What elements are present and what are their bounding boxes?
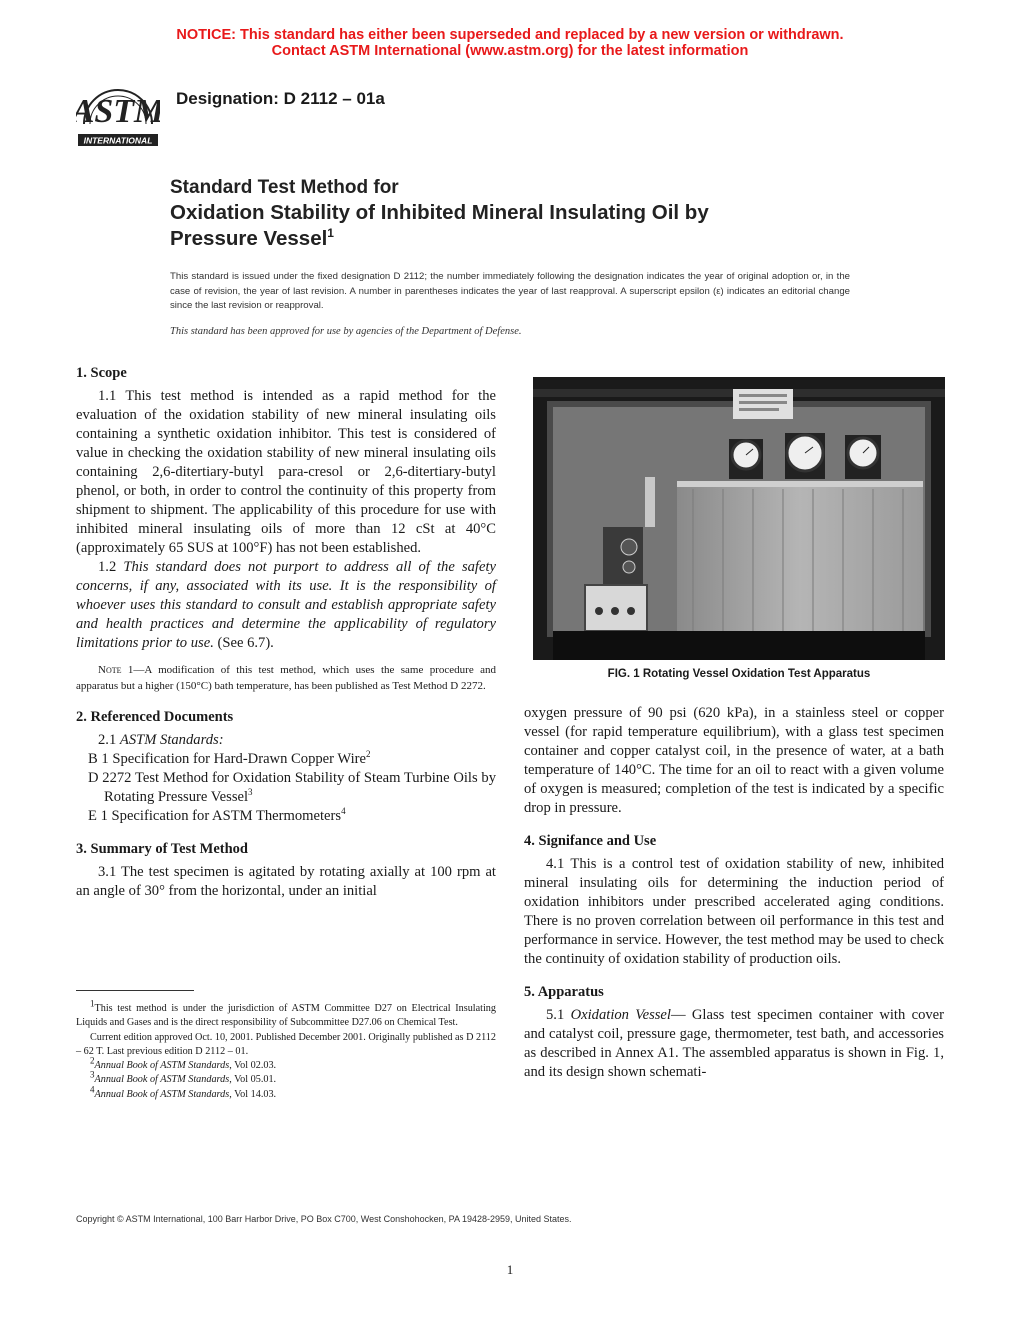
astm-international-logo [76,76,160,148]
title-line-3: Pressure Vessel [170,227,328,250]
intro-text: This standard is issued under the fixed designation D 2112; the number immediately following the designation indicates the year of original adoption or, in the case of revision, the year of last revision. A number in parentheses indicates the year of last reapproval. A superscript epsilon (ε) indicates an editorial change since the last revision or reapproval. [170,271,850,311]
right-column [524,704,944,1082]
svg-text:ASTM: ASTM [76,93,160,130]
footnote-edition: Current edition approved Oct. 10, 2001. Published December 2001. Originally published as D 2112 – 62 T. Last previous edition D 2112 – 01. [76,1031,496,1057]
footnote-rule [76,990,194,991]
left-column [76,364,496,901]
apparatus-p1: 5.1 Oxidation Vessel— Glass test specimen container with cover and catalyst coil, pressure gage, thermometer, test bath, and accessories as described in Annex A1. The assembled apparatus is shown in Fig. 1, and its design shown schemati- [524,1007,945,1080]
apparatus-heading: 5. Apparatus [524,984,604,1000]
footnotes [76,998,496,1102]
summary-p1-start: 3.1 The test specimen is agitated by rotating axially at 100 rpm at an angle of 30° from the horizontal, under an initial [76,864,496,899]
footnote-3: $^3$Annual Book of ASTM Standards, Vol 05.01. [90,1070,277,1086]
footnote-1: $^1$This test method is under the jurisdiction of ASTM Committee D27 on Electrical Insulating Liquids and Gases and is the direct responsibility of Subcommittee D27.06 on Chemical Test. [76,998,496,1029]
summary-heading: 3. Summary of Test Method [76,841,248,857]
ref-item-e1: E 1 Specification for ASTM Thermometers$^4$ [88,806,346,824]
referenced-sub: 2.1 ASTM Standards: [98,732,224,748]
notice-line-1: NOTICE: This standard has either been superseded and replaced by a new version or withdrawn. [176,27,844,43]
approved-note: This standard has been approved for use by agencies of the Department of Defense. [170,326,522,337]
ref-item-d2272: D 2272 Test Method for Oxidation Stability of Steam Turbine Oils by Rotating Pressure Vessel$^3$ [88,770,496,805]
footnote-4: $^4$Annual Book of ASTM Standards, Vol 14.03. [90,1084,277,1100]
logo-text: INTERNATIONAL [83,135,153,146]
note-1: Note 1—A modification of this test method, which uses the same procedure and apparatus but a higher (150°C) bath temperature, has been published as Test Method D 2272. [76,664,497,692]
document-title [170,175,709,252]
page-number: 1 [506,1262,514,1277]
significance-heading: 4. Signifance and Use [524,833,657,849]
footnote-2: $^2$Annual Book of ASTM Standards, Vol 02.03. [90,1055,277,1072]
figure-1-caption: FIG. 1 Rotating Vessel Oxidation Test Apparatus [607,668,871,680]
notice-line-2: Contact ASTM International (www.astm.org) for the latest information [271,43,749,59]
title-line-2: Oxidation Stability of Inhibited Mineral Insulating Oil by [170,201,709,224]
referenced-heading: 2. Referenced Documents [76,709,234,725]
summary-p1-cont: oxygen pressure of 90 psi (620 kPa), in a stainless steel or copper vessel (for rapid temperature equilibrium), with a glass test specimen container and copper catalyst coil, in the presence of water, at a bath temperature of 140°C. The time for an oil to react with a given volume of oxygen is measured; completion of the test is indicated by a specific drop in pressure. [524,705,944,816]
figure-1-photo [533,377,945,660]
scope-p2: 1.2 This standard does not purport to address all of the safety concerns, if any, associated with its use. It is the responsibility of whoever uses this standard to consult and establish appropriate safety and health practices and determine the applicability of regulatory limitations prior to use. (See 6.7). [76,559,496,651]
title-line-1: Standard Test Method for [170,177,399,198]
designation: Designation: D 2112 – 01a [176,89,385,108]
title-footnote-mark: 1 [327,226,334,241]
ref-item-b1: B 1 Specification for Hard-Drawn Copper Wire$^2$ [88,749,371,767]
scope-p1: 1.1 This test method is intended as a rapid method for the evaluation of the oxidation stability of new mineral insulating oils containing a synthetic oxidation inhibitor. This test is considered of value in checking the oxidation stability of new mineral insulating oils containing 2,6-ditertiary-butyl para-cresol or 2,6-ditertiary-butyl phenol, or both, in order to control the continuity of this property from shipment to shipment. The applicability of this procedure for use with inhibited mineral insulating oils of more than 12 cSt at 40°C (approximately 65 SUS at 100°F) has not been established. [76,388,496,556]
significance-p1: 4.1 This is a control test of oxidation stability of new, inhibited mineral insulating oils for determining the induction period of oxidation inhibitors under prescribed accelerated aging conditions. There is no proven correlation between oil performance in this test and performance in service. However, the test method may be used to check the continuity of oxidation stability of production oils. [524,856,944,967]
copyright: Copyright © ASTM International, 100 Barr Harbor Drive, PO Box C700, West Conshohocken, PA 19428-2959, United States. [76,1214,572,1224]
scope-heading: 1. Scope [76,365,127,381]
